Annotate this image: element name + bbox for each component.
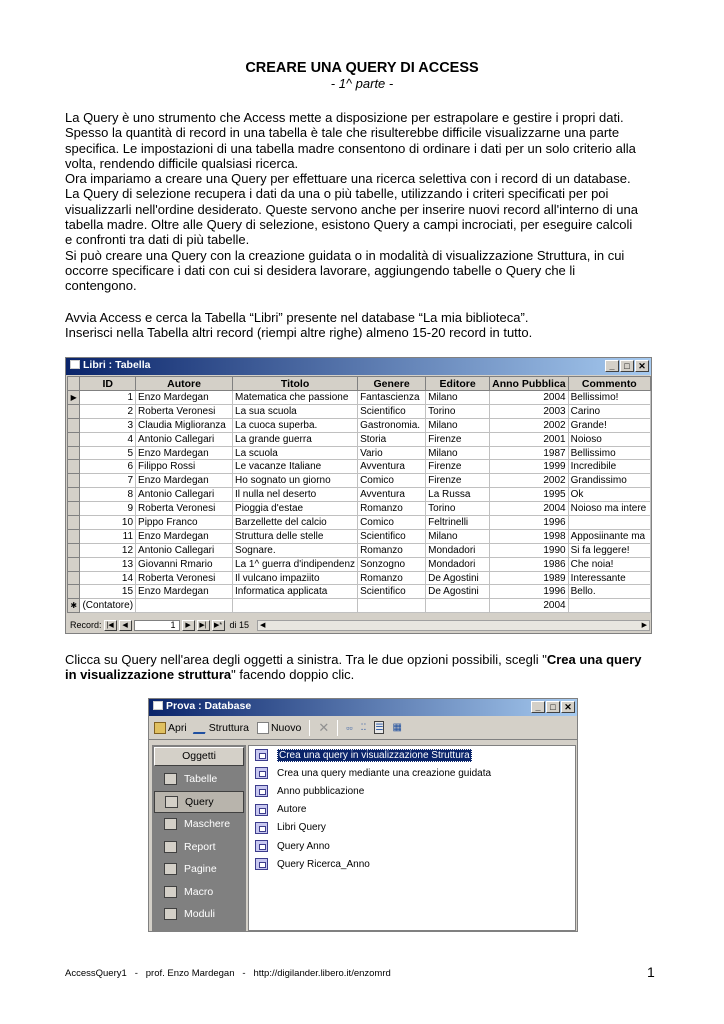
table-cell[interactable]: Torino: [426, 404, 490, 418]
table-cell[interactable]: De Agostini: [426, 571, 490, 585]
query-icon: [165, 796, 178, 808]
table-row[interactable]: [68, 446, 651, 460]
last-record-button[interactable]: ▶|: [197, 620, 210, 631]
table-cell[interactable]: 2004: [490, 502, 569, 516]
table-row[interactable]: [68, 557, 651, 571]
form-icon: [164, 818, 177, 830]
table-cell[interactable]: Scientifico: [358, 404, 426, 418]
table-row[interactable]: [68, 516, 651, 530]
table-cell[interactable]: Sognare.: [233, 543, 358, 557]
row-selector[interactable]: [68, 488, 80, 502]
page-icon: [164, 863, 177, 875]
list-view-button[interactable]: [374, 721, 384, 734]
maximize-button[interactable]: □: [546, 701, 560, 713]
row-selector[interactable]: ▶: [68, 391, 80, 405]
row-selector[interactable]: [68, 571, 80, 585]
table-cell[interactable]: Ok: [568, 488, 650, 502]
table-cell[interactable]: Enzo Mardegan: [136, 446, 233, 460]
intro-line: occorre specificare i dati con cui si desidera lavorare, aggiungendo tabelle o Query che li: [65, 262, 576, 278]
table-cell[interactable]: Feltrinelli: [426, 516, 490, 530]
table-cell[interactable]: Grande!: [568, 418, 650, 432]
table-cell[interactable]: Milano: [426, 418, 490, 432]
intro-paragraph: [65, 110, 665, 294]
table-cell[interactable]: Roberta Veronesi: [136, 404, 233, 418]
table-cell[interactable]: Roberta Veronesi: [136, 571, 233, 585]
close-button[interactable]: ✕: [561, 701, 575, 713]
column-header[interactable]: Anno Pubblica: [490, 377, 569, 391]
table-row[interactable]: [68, 432, 651, 446]
query-list-item[interactable]: [249, 837, 575, 855]
query-list-label: Query Ricerca_Anno: [277, 858, 370, 870]
table-cell[interactable]: 2002: [490, 418, 569, 432]
query-icon: [255, 858, 268, 870]
table-cell[interactable]: Milano: [426, 529, 490, 543]
table-cell[interactable]: [358, 599, 426, 613]
query-list-label: Crea una query mediante una creazione guidata: [277, 767, 492, 779]
new-icon: [257, 722, 269, 734]
query-list-item[interactable]: [249, 746, 575, 764]
row-selector[interactable]: [68, 502, 80, 516]
report-icon: [164, 841, 177, 853]
table-cell[interactable]: Sonzogno: [358, 557, 426, 571]
query-list-label: Crea una query in visualizzazione Struttura: [279, 749, 470, 761]
macro-icon: [164, 886, 177, 898]
objects-panel: [152, 745, 246, 931]
table-cell[interactable]: 5: [80, 446, 136, 460]
table-cell[interactable]: 10: [80, 516, 136, 530]
db-window-title: Prova : Database: [166, 700, 252, 712]
objects-item-macro[interactable]: [152, 881, 246, 904]
database-window: [148, 698, 578, 932]
table-cell[interactable]: La grande guerra: [233, 432, 358, 446]
table-cell[interactable]: Vario: [358, 446, 426, 460]
record-number-field[interactable]: 1: [134, 620, 180, 631]
db-window-titlebar[interactable]: [149, 699, 577, 716]
objects-item-report[interactable]: [152, 836, 246, 859]
table-cell[interactable]: Carino: [568, 404, 650, 418]
table-cell[interactable]: Pioggia d'estae: [233, 502, 358, 516]
instruction2-bold-b: in visualizzazione struttura: [65, 667, 232, 683]
table-cell[interactable]: Matematica che passione: [233, 391, 358, 405]
table-cell[interactable]: Enzo Mardegan: [136, 391, 233, 405]
intro-line: La Query di selezione recupera i dati da una o più tabelle, utilizzando i criteri specificati per poi: [65, 186, 609, 202]
minimize-button[interactable]: _: [605, 360, 619, 372]
table-cell[interactable]: Fantascienza: [358, 391, 426, 405]
table-row[interactable]: [68, 488, 651, 502]
table-cell[interactable]: Avventura: [358, 488, 426, 502]
row-selector[interactable]: [68, 585, 80, 599]
scroll-left-icon[interactable]: ◀: [260, 622, 266, 629]
table-cell[interactable]: Bellissimo!: [568, 391, 650, 405]
table-cell[interactable]: 1996: [490, 585, 569, 599]
open-icon: [154, 722, 166, 734]
table-cell[interactable]: Grandissimo: [568, 474, 650, 488]
design-icon: [193, 722, 209, 734]
new-record-button[interactable]: ▶*: [212, 620, 225, 631]
column-header[interactable]: Titolo: [233, 377, 358, 391]
intro-line: Si può creare una Query con la creazione guidata o in modalità di visualizzazione Struttura, in cui: [65, 247, 625, 263]
design-query-icon: [255, 749, 268, 761]
table-cell[interactable]: 1: [80, 391, 136, 405]
instruction-line: Inserisci nella Tabella altri record (riempi altre righe) almeno 15-20 record in tutto.: [65, 325, 533, 341]
table-cell[interactable]: Milano: [426, 446, 490, 460]
table-icon: [70, 360, 80, 369]
query-list-item[interactable]: [249, 801, 575, 819]
details-view-button[interactable]: [392, 722, 401, 733]
objects-item-maschere[interactable]: [152, 813, 246, 836]
table-cell[interactable]: Gastronomia.: [358, 418, 426, 432]
table-row[interactable]: [68, 418, 651, 432]
table-cell[interactable]: 3: [80, 418, 136, 432]
row-selector[interactable]: [68, 418, 80, 432]
objects-item-label: Query: [185, 795, 214, 808]
intro-line: Spesso la quantità di record in una tabella è tale che risulterebbe difficile visualizzarne una parte: [65, 125, 620, 141]
table-cell[interactable]: 2002: [490, 474, 569, 488]
table-cell[interactable]: Antonio Callegari: [136, 488, 233, 502]
design-label: Struttura: [208, 721, 249, 734]
open-button[interactable]: [154, 722, 187, 734]
table-cell[interactable]: Firenze: [426, 460, 490, 474]
data-grid: [67, 376, 651, 613]
table-cell[interactable]: Antonio Callegari: [136, 432, 233, 446]
row-selector-header: [68, 377, 80, 391]
table-cell[interactable]: 2004: [490, 599, 569, 613]
query-list-label: Libri Query: [277, 822, 326, 834]
open-label: Apri: [168, 721, 187, 734]
table-cell[interactable]: 2004: [490, 391, 569, 405]
column-header[interactable]: ID: [80, 377, 136, 391]
database-icon: [153, 701, 163, 710]
table-cell[interactable]: 1998: [490, 529, 569, 543]
intro-line: La Query è uno strumento che Access mette a disposizione per estrapolare e gestire i propri dati.: [65, 110, 624, 125]
objects-item-label: Report: [184, 840, 216, 853]
table-cell[interactable]: Milano: [426, 391, 490, 405]
table-cell[interactable]: 8: [80, 488, 136, 502]
table-cell[interactable]: Enzo Mardegan: [136, 474, 233, 488]
query-list: [248, 745, 576, 931]
small-icons-button[interactable]: [361, 722, 367, 733]
module-icon: [164, 908, 177, 920]
table-cell[interactable]: Romanzo: [358, 543, 426, 557]
objects-item-label: Pagine: [184, 863, 217, 876]
table-row[interactable]: [68, 543, 651, 557]
table-cell[interactable]: (Contatore): [80, 599, 136, 613]
query-icon: [255, 785, 268, 797]
table-row[interactable]: [68, 502, 651, 516]
row-selector[interactable]: [68, 543, 80, 557]
query-list-label: Query Anno: [277, 840, 330, 852]
table-cell[interactable]: Che noia!: [568, 557, 650, 571]
intro-line: contengono.: [65, 278, 137, 294]
query-list-item[interactable]: [249, 819, 575, 837]
table-cell[interactable]: Firenze: [426, 474, 490, 488]
row-selector[interactable]: [68, 557, 80, 571]
table-cell[interactable]: Bello.: [568, 585, 650, 599]
query-list-item[interactable]: [249, 764, 575, 782]
table-cell[interactable]: La cuoca superba.: [233, 418, 358, 432]
row-selector[interactable]: [68, 446, 80, 460]
row-selector[interactable]: [68, 516, 80, 530]
objects-item-moduli[interactable]: [152, 903, 246, 926]
column-header[interactable]: Autore: [136, 377, 233, 391]
table-row[interactable]: [68, 460, 651, 474]
row-selector[interactable]: [68, 529, 80, 543]
table-cell[interactable]: 12: [80, 543, 136, 557]
table-cell[interactable]: Filippo Rossi: [136, 460, 233, 474]
objects-item-label: Tabelle: [184, 773, 218, 786]
table-cell[interactable]: Barzellette del calcio: [233, 516, 358, 530]
next-record-button[interactable]: ▶: [182, 620, 195, 631]
table-row[interactable]: [68, 585, 651, 599]
table-window-title: Libri : Tabella: [83, 359, 151, 371]
small-icons-icon: ⁚⁚: [360, 722, 367, 732]
table-cell[interactable]: Comico: [358, 516, 426, 530]
instruction-line: Avvia Access e cerca la Tabella “Libri” presente nel database “La mia biblioteca”.: [65, 310, 529, 325]
table-row[interactable]: [68, 474, 651, 488]
table-cell[interactable]: 14: [80, 571, 136, 585]
column-header[interactable]: Commento: [568, 377, 650, 391]
table-cell[interactable]: Mondadori: [426, 543, 490, 557]
table-cell[interactable]: Interessante: [568, 571, 650, 585]
table-cell[interactable]: Bellissimo: [568, 446, 650, 460]
table-cell[interactable]: Noioso ma intere: [568, 502, 650, 516]
query-list-label: Autore: [277, 804, 307, 816]
intro-line: tabella madre. Oltre alle Query di selezione, esistono Query a campi incrociati, per eseguire calcoli: [65, 217, 633, 233]
minimize-button[interactable]: _: [531, 701, 545, 713]
instruction2-text-a: Clicca su Query nell'area degli oggetti a sinistra. Tra le due opzioni possibili, scegli ": [65, 652, 547, 667]
query-icon: [255, 840, 268, 852]
scroll-right-icon[interactable]: ▶: [641, 622, 647, 629]
delete-button[interactable]: [318, 720, 329, 736]
table-icon: [164, 773, 177, 785]
table-cell[interactable]: Firenze: [426, 432, 490, 446]
large-icons-button[interactable]: [346, 723, 352, 733]
objects-header[interactable]: Oggetti: [154, 747, 244, 766]
table-cell[interactable]: Le vacanze Italiane: [233, 460, 358, 474]
table-cell[interactable]: Il nulla nel deserto: [233, 488, 358, 502]
table-cell[interactable]: Mondadori: [426, 557, 490, 571]
table-cell[interactable]: 2003: [490, 404, 569, 418]
wizard-query-icon: [255, 767, 268, 779]
query-list-item[interactable]: [249, 782, 575, 800]
record-total: di 15: [229, 620, 250, 630]
toolbar-separator: [337, 720, 338, 736]
table-cell[interactable]: Comico: [358, 474, 426, 488]
table-cell[interactable]: Noioso: [568, 432, 650, 446]
table-cell[interactable]: 15: [80, 585, 136, 599]
table-cell[interactable]: 2: [80, 404, 136, 418]
record-navigation: [67, 618, 650, 632]
objects-item-query[interactable]: [154, 791, 244, 814]
new-button[interactable]: [257, 722, 301, 734]
table-cell[interactable]: [233, 599, 358, 613]
table-cell[interactable]: 6: [80, 460, 136, 474]
table-cell[interactable]: Enzo Mardegan: [136, 585, 233, 599]
table-cell[interactable]: [426, 599, 490, 613]
table-cell[interactable]: Antonio Callegari: [136, 543, 233, 557]
instruction2-bold-a: Crea una query: [546, 652, 642, 667]
design-button[interactable]: [195, 722, 249, 734]
objects-item-label: Maschere: [184, 818, 231, 831]
table-cell[interactable]: Informatica applicata: [233, 585, 358, 599]
intro-line: visualizzarli nell'ordine desiderato. Queste servono anche per inserire nuovi record all'interno di una: [65, 201, 638, 217]
table-row[interactable]: [68, 529, 651, 543]
table-cell[interactable]: [136, 599, 233, 613]
table-cell[interactable]: La sua scuola: [233, 404, 358, 418]
table-cell[interactable]: Giovanni Rmario: [136, 557, 233, 571]
table-cell[interactable]: 13: [80, 557, 136, 571]
table-cell[interactable]: Pippo Franco: [136, 516, 233, 530]
table-cell[interactable]: 1996: [490, 516, 569, 530]
table-cell[interactable]: Incredibile: [568, 460, 650, 474]
new-record-row[interactable]: [68, 599, 651, 613]
horizontal-scrollbar[interactable]: [257, 620, 650, 631]
large-icons-icon: ▫▫: [346, 722, 353, 733]
instruction-paragraph: [65, 310, 665, 341]
table-cell[interactable]: Scientifico: [358, 585, 426, 599]
table-cell[interactable]: 1989: [490, 571, 569, 585]
table-cell[interactable]: Torino: [426, 502, 490, 516]
table-cell[interactable]: Avventura: [358, 460, 426, 474]
row-selector[interactable]: [68, 404, 80, 418]
new-row-selector[interactable]: ✱: [68, 599, 80, 613]
record-label: Record:: [70, 620, 102, 630]
new-label: Nuovo: [270, 721, 302, 734]
objects-item-label: Moduli: [184, 908, 215, 921]
table-cell[interactable]: 11: [80, 529, 136, 543]
previous-record-button[interactable]: ◀: [119, 620, 132, 631]
row-selector[interactable]: [68, 460, 80, 474]
close-button[interactable]: ✕: [635, 360, 649, 372]
instruction2-text-b: " facendo doppio clic.: [231, 667, 355, 683]
first-record-button[interactable]: |◀: [104, 620, 117, 631]
page-footer: AccessQuery1 - prof. Enzo Mardegan - http://digilander.libero.it/enzomrd: [65, 968, 391, 979]
table-cell[interactable]: Romanzo: [358, 571, 426, 585]
table-cell[interactable]: La scuola: [233, 446, 358, 460]
column-header[interactable]: Editore: [426, 377, 490, 391]
table-cell[interactable]: Scientifico: [358, 529, 426, 543]
toolbar-separator: [309, 720, 310, 736]
query-icon: [255, 822, 268, 834]
table-window: [65, 357, 652, 634]
column-header[interactable]: Genere: [358, 377, 426, 391]
objects-item-label: Macro: [184, 885, 214, 898]
db-toolbar: [149, 716, 577, 740]
table-cell[interactable]: Ho sognato un giorno: [233, 474, 358, 488]
table-cell[interactable]: Storia: [358, 432, 426, 446]
query-list-item[interactable]: [249, 855, 575, 873]
table-row[interactable]: [68, 404, 651, 418]
table-cell[interactable]: 7: [80, 474, 136, 488]
table-window-titlebar[interactable]: [66, 358, 651, 375]
page-number: 1: [647, 964, 655, 980]
table-cell[interactable]: Enzo Mardegan: [136, 529, 233, 543]
table-cell[interactable]: Il vulcano impaziito: [233, 571, 358, 585]
table-cell[interactable]: Romanzo: [358, 502, 426, 516]
table-row[interactable]: [68, 391, 651, 405]
objects-item-pagine[interactable]: [152, 858, 246, 881]
table-cell[interactable]: Struttura delle stelle: [233, 529, 358, 543]
table-cell[interactable]: La 1^ guerra d'indipendenz: [233, 557, 358, 571]
table-cell[interactable]: La Russa: [426, 488, 490, 502]
intro-line: e confronti tra dati di più tabelle.: [65, 232, 250, 248]
table-cell[interactable]: 1999: [490, 460, 569, 474]
list-icon: ☰: [375, 722, 384, 732]
query-list-label: Anno pubblicazione: [277, 785, 365, 797]
delete-icon: ✕: [318, 719, 330, 735]
table-cell[interactable]: Roberta Veronesi: [136, 502, 233, 516]
query-icon: [255, 804, 268, 816]
intro-line: volta, rendendo difficile qualsiasi ricerca.: [65, 155, 299, 171]
table-cell[interactable]: Claudia Miglioranza: [136, 418, 233, 432]
table-cell[interactable]: 1995: [490, 488, 569, 502]
table-cell[interactable]: 2001: [490, 432, 569, 446]
intro-line: specifica. Le impostazioni di una tabella madre consentono di ordinare i dati per un solo criterio alla: [65, 140, 636, 156]
row-selector[interactable]: [68, 432, 80, 446]
instruction2-paragraph: [65, 652, 665, 683]
table-row[interactable]: [68, 571, 651, 585]
table-cell[interactable]: 1986: [490, 557, 569, 571]
table-cell[interactable]: Apposiinante ma: [568, 529, 650, 543]
page-subtitle: - 1^ parte -: [330, 76, 394, 91]
table-cell[interactable]: 1987: [490, 446, 569, 460]
table-cell[interactable]: 1990: [490, 543, 569, 557]
maximize-button[interactable]: □: [620, 360, 634, 372]
table-cell[interactable]: De Agostini: [426, 585, 490, 599]
table-cell[interactable]: 9: [80, 502, 136, 516]
objects-item-tabelle[interactable]: [152, 768, 246, 791]
table-cell[interactable]: Si fa leggere!: [568, 543, 650, 557]
table-cell[interactable]: [568, 599, 650, 613]
page-title: CREARE UNA QUERY DI ACCESS: [245, 60, 479, 76]
details-icon: ▦: [392, 722, 402, 733]
row-selector[interactable]: [68, 474, 80, 488]
intro-line: Ora impariamo a creare una Query per effettuare una ricerca selettiva con i record di un database.: [65, 171, 631, 187]
table-cell[interactable]: [568, 516, 650, 530]
table-cell[interactable]: 4: [80, 432, 136, 446]
